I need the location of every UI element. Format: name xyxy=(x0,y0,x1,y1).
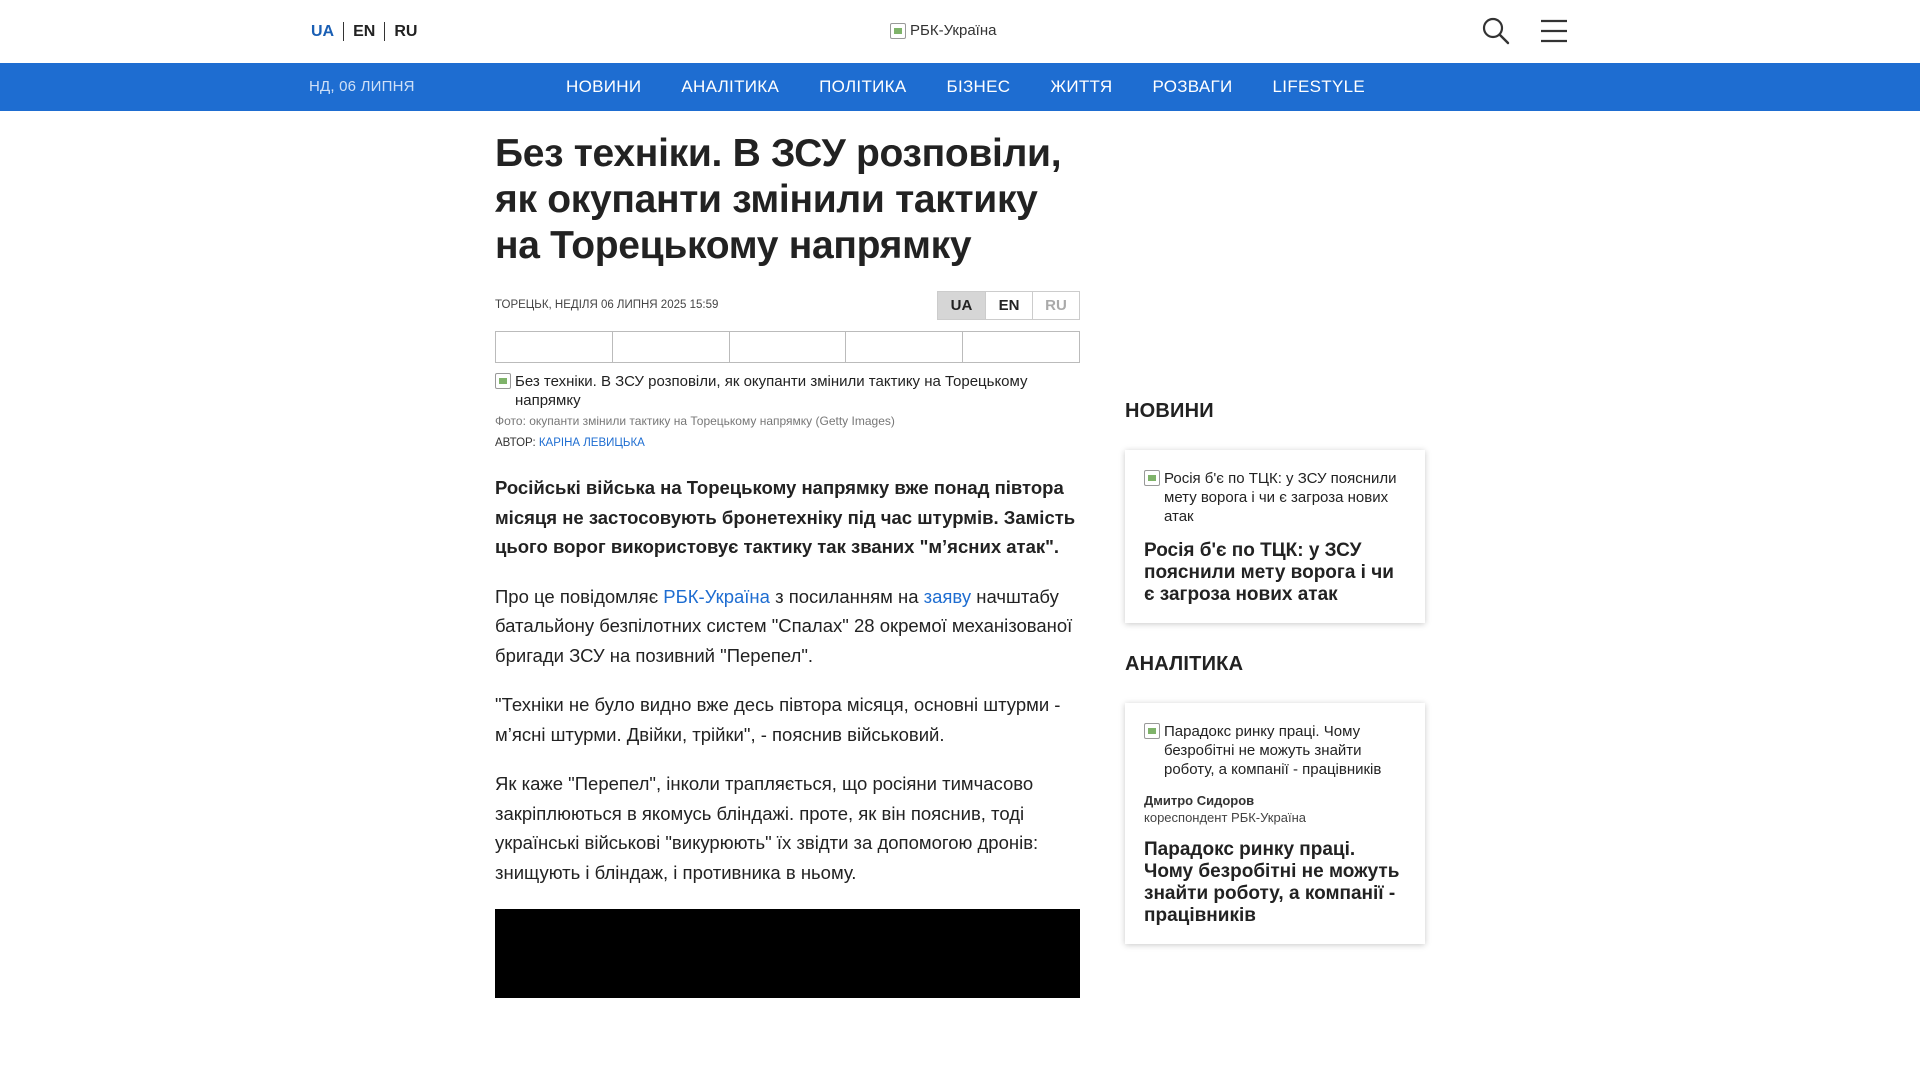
author-line xyxy=(495,437,1080,449)
site-logo[interactable] xyxy=(890,22,996,39)
article-paragraph: Як каже "Перепел", інколи трапляється, що росіяни тимчасово закріплюються в якомусь бліндажі. проте, як він пояснив, тоді українські військові "викурюють" їх звідти за допомогою дронів: знищують і бліндаж, і противника в ньому. xyxy=(495,773,1039,883)
author-label: АВТОР: xyxy=(495,437,536,449)
source-link[interactable]: РБК-Україна xyxy=(663,585,770,607)
sidebar-analytics-heading[interactable]: АНАЛІТИКА xyxy=(1125,653,1244,675)
hamburger-menu-icon[interactable] xyxy=(1539,18,1569,44)
article-lang-en-button[interactable]: EN xyxy=(985,292,1032,319)
article-lang-ru-button[interactable]: RU xyxy=(1032,292,1079,319)
lang-ua-link[interactable]: UA xyxy=(311,22,335,40)
article-paragraph xyxy=(495,582,1080,671)
article-language-switcher xyxy=(937,291,1080,320)
article-lead: Російські війська на Торецькому напрямку вже понад півтора місяця не застосовують бронетехніку під час штурмів. Замість цього ворог використовує тактику так званих "м’ясних атак". xyxy=(495,477,1076,557)
share-button[interactable] xyxy=(962,332,1079,362)
sidebar xyxy=(1125,400,1425,944)
paragraph-text: Про це повідомляє xyxy=(495,585,664,607)
hero-image-alt: Без техніки. В ЗСУ розповіли, як окупанти змінили тактику на Торецькому напрямку xyxy=(515,373,1028,409)
article-lang-ua-button[interactable]: UA xyxy=(938,292,985,319)
nav-menu xyxy=(546,63,1385,111)
analytics-card-title[interactable]: Парадокс ринку праці. Чому безробітні не можуть знайти роботу, а компанії - працівників xyxy=(1144,839,1400,926)
sidebar-news-heading[interactable]: НОВИНИ xyxy=(1125,400,1214,422)
main-nav xyxy=(0,63,1920,111)
news-card-image xyxy=(1144,469,1406,526)
analytics-card-image xyxy=(1144,722,1406,779)
paragraph-text: з посиланням на xyxy=(769,585,924,607)
nav-item-lifestyle[interactable]: LIFESTYLE xyxy=(1272,77,1366,96)
share-buttons xyxy=(495,331,1080,363)
analytics-card-image-alt: Парадокс ринку праці. Чому безробітні не можуть знайти роботу, а компанії - працівників xyxy=(1164,723,1382,778)
nav-item-business[interactable]: БІЗНЕС xyxy=(946,77,1011,96)
share-button[interactable] xyxy=(845,332,962,362)
author-link[interactable]: КАРІНА ЛЕВИЦЬКА xyxy=(538,437,645,449)
analytics-card[interactable] xyxy=(1125,703,1425,944)
news-card[interactable] xyxy=(1125,450,1425,623)
logo-alt-text: РБК-Україна xyxy=(910,22,997,39)
share-button[interactable] xyxy=(612,332,729,362)
analytics-card-author[interactable]: Дмитро Сидоров xyxy=(1144,793,1255,808)
broken-image-icon xyxy=(495,373,511,389)
lang-en-link[interactable]: EN xyxy=(353,22,376,40)
article-dateline: ТОРЕЦЬК, НЕДІЛЯ 06 ЛИПНЯ 2025 15:59 xyxy=(495,299,719,311)
article-title: Без техніки. В ЗСУ розповіли, як окупанти змінили тактику на Торецькому напрямку xyxy=(495,132,1062,267)
article-paragraph: "Техніки не було видно вже десь півтора місяця, основні штурми - м’ясні штурми. Двійки, трійки", - пояснив військовий. xyxy=(495,694,1061,745)
hero-image xyxy=(495,372,1080,410)
statement-link[interactable]: заяву xyxy=(923,585,972,607)
search-icon[interactable] xyxy=(1481,16,1511,46)
lang-ru-link[interactable]: RU xyxy=(394,22,418,40)
top-header xyxy=(0,0,1920,63)
article xyxy=(495,111,1080,998)
article-meta xyxy=(495,291,1080,321)
nav-item-politics[interactable]: ПОЛІТИКА xyxy=(819,77,907,96)
paragraph-text: начштабу батальйону безпілотних систем "Спалах" 28 окремої механізованої бригади ЗСУ на позивний "Перепел". xyxy=(495,585,1073,666)
nav-item-life[interactable]: ЖИТТЯ xyxy=(1050,77,1113,96)
embedded-video[interactable] xyxy=(495,909,1080,998)
news-card-image-alt: Росія б'є по ТЦК: у ЗСУ пояснили мету ворога і чи є загроза нових атак xyxy=(1164,470,1397,525)
broken-image-icon xyxy=(890,23,906,39)
language-switcher xyxy=(311,22,426,41)
nav-item-news[interactable]: НОВИНИ xyxy=(566,77,642,96)
image-caption: Фото: окупанти змінили тактику на Торецькому напрямку (Getty Images) xyxy=(495,414,895,428)
nav-item-analytics[interactable]: АНАЛІТИКА xyxy=(681,77,780,96)
nav-item-entertainment[interactable]: РОЗВАГИ xyxy=(1152,77,1233,96)
current-date: НД, 06 ЛИПНЯ xyxy=(309,78,415,95)
share-button[interactable] xyxy=(729,332,846,362)
broken-image-icon xyxy=(1144,723,1160,739)
broken-image-icon xyxy=(1144,470,1160,486)
analytics-card-author-role: кореспондент РБК-Україна xyxy=(1144,810,1306,825)
share-button[interactable] xyxy=(496,332,612,362)
news-card-title[interactable]: Росія б'є по ТЦК: у ЗСУ пояснили мету ворога і чи є загроза нових атак xyxy=(1144,540,1394,605)
